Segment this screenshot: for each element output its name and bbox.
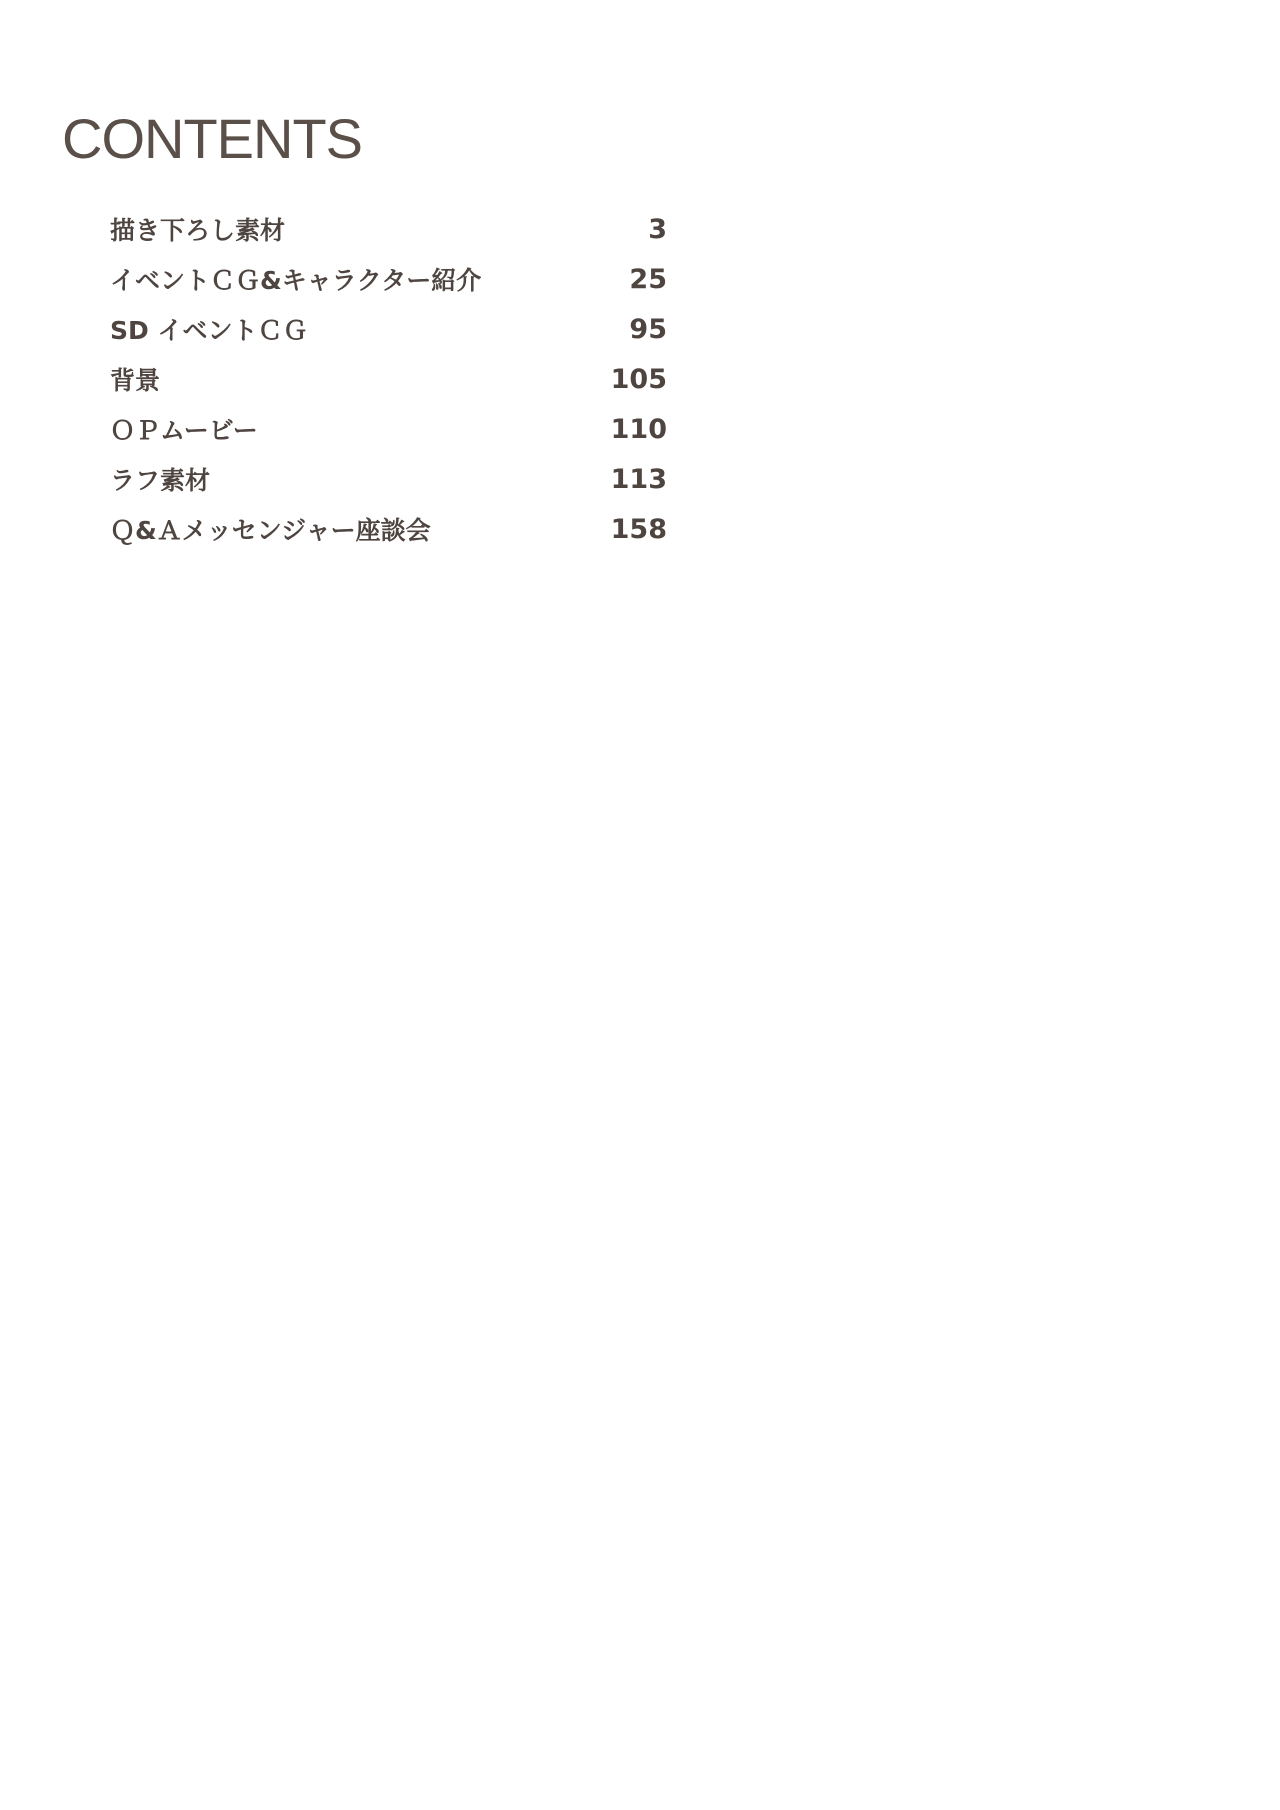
toc-entry-page: 95 (629, 313, 667, 345)
toc-entry[interactable] (110, 404, 667, 454)
toc-entry-page: 110 (610, 413, 667, 445)
toc-entry[interactable] (110, 254, 667, 304)
toc-entry-page: 105 (610, 363, 667, 395)
page-title: CONTENTS (62, 107, 362, 170)
toc-entry-label: SD イベントＣＧ (110, 316, 308, 345)
toc-entry-label: イベントＣＧ&キャラクター紹介 (110, 266, 482, 295)
toc-entry-label: Ｑ&Ａメッセンジャー座談会 (110, 516, 431, 545)
toc-entry-page: 158 (610, 513, 667, 545)
toc-entry-label: 描き下ろし素材 (110, 216, 286, 245)
toc-entry-page: 25 (629, 263, 667, 295)
toc-entry-page: 3 (648, 213, 667, 245)
toc-entry-label: 背景 (110, 366, 161, 395)
toc-entry-label: ＯＰムービー (110, 416, 258, 445)
toc-entry[interactable] (110, 204, 667, 254)
toc-entry[interactable] (110, 454, 667, 504)
toc-entry-label: ラフ素材 (110, 466, 211, 495)
toc-entry[interactable] (110, 504, 667, 554)
table-of-contents (110, 204, 667, 554)
toc-entry[interactable] (110, 304, 667, 354)
toc-entry[interactable] (110, 354, 667, 404)
toc-entry-page: 113 (610, 463, 667, 495)
